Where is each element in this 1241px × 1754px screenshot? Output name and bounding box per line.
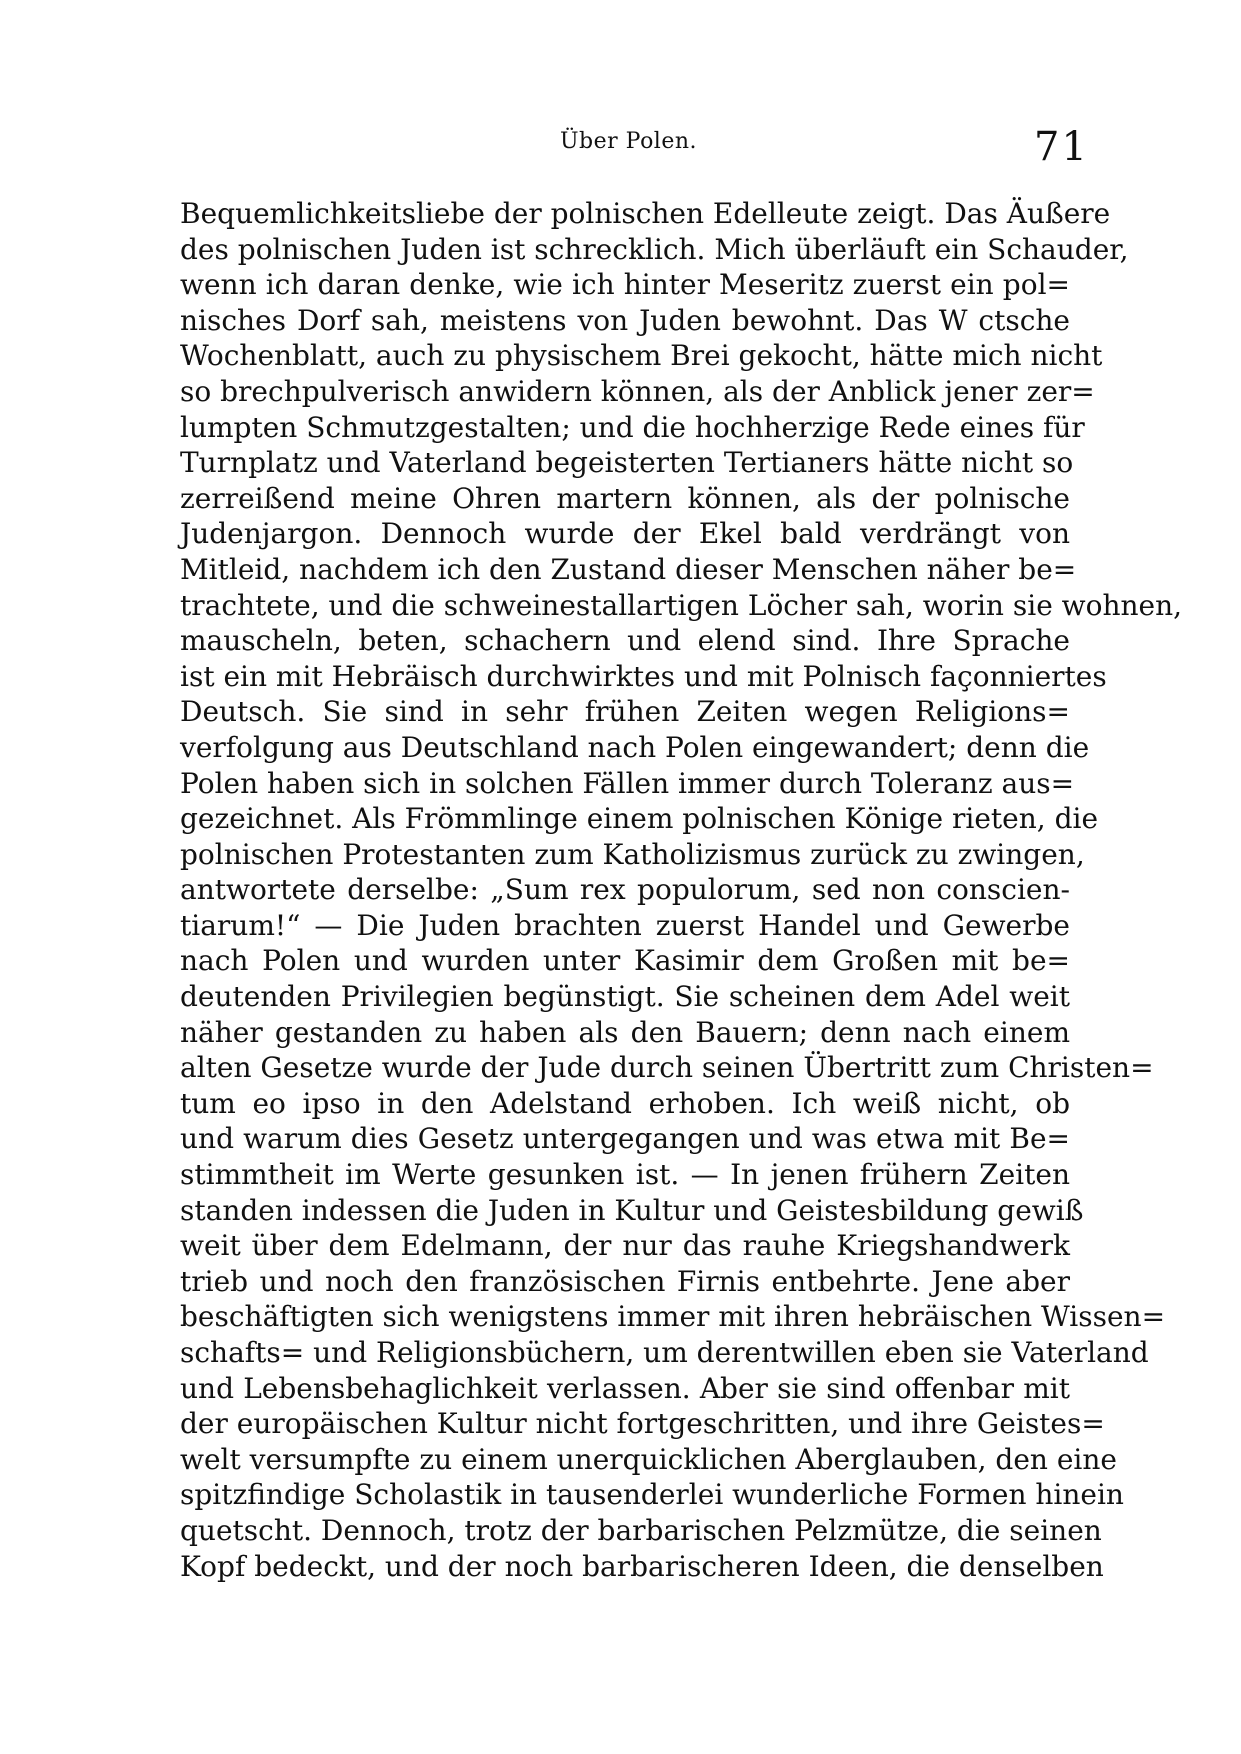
text-line: Mitleid, nachdem ich den Zustand dieser Menschen näher be= (180, 552, 1077, 586)
text-line: stimmtheit im Werte gesunken ist. — In jenen frühern Zeiten (180, 1158, 1070, 1192)
text-line: nach Polen und wurden unter Kasimir dem Großen mit be= (180, 944, 1070, 978)
text-line: gezeichnet. Als Frömmlinge einem polnischen Könige rieten, die (180, 802, 1099, 836)
text-line: polnischen Protestanten zum Katholizismus zurück zu zwingen, (180, 837, 1085, 871)
page-number: 71 (1034, 124, 1089, 170)
text-line: und warum dies Gesetz untergegangen und was etwa mit Be= (180, 1122, 1070, 1156)
text-line: trachtete, und die schweinestallartigen Löcher sah, worin sie wohnen, (180, 588, 1183, 622)
text-line: tiarum!“ — Die Juden brachten zuerst Handel und Gewerbe (180, 908, 1070, 942)
text-line: Bequemlichkeitsliebe der polnischen Edelleute zeigt. Das Äußere (180, 197, 1111, 230)
text-line: lumpten Schmutzgestalten; und die hochherzige Rede eines für (180, 410, 1085, 444)
text-line: deutenden Privilegien begünstigt. Sie scheinen dem Adel weit (180, 980, 1070, 1014)
text-line: trieb und noch den französischen Firnis entbehrte. Jene aber (180, 1264, 1070, 1298)
text-line: Kopf bedeckt, und der noch barbarischeren Ideen, die denselben (180, 1549, 1104, 1583)
text-line: nisches Dorf sah, meistens von Juden bewohnt. Das W ctsche (180, 303, 1070, 337)
text-line: so brechpulverisch anwidern können, als der Anblick jener zer= (180, 374, 1095, 408)
text-line: standen indessen die Juden in Kultur und Geistesbildung gewiß (180, 1193, 1084, 1227)
text-line: zerreißend meine Ohren martern können, als der polnische (180, 481, 1070, 515)
text-line: näher gestanden zu haben als den Bauern; denn nach einem (180, 1015, 1070, 1049)
text-line: alten Gesetze wurde der Jude durch seinen Übertritt zum Christen= (180, 1051, 1154, 1085)
text-line: Turnplatz und Vaterland begeisterten Tertianers hätte nicht so (180, 446, 1074, 480)
body-text (180, 196, 1183, 1584)
text-line: wenn ich daran denke, wie ich hinter Meseritz zuerst ein pol= (180, 268, 1070, 302)
text-line: welt versumpfte zu einem unerquicklichen Aberglauben, den eine (180, 1442, 1117, 1476)
text-line: beschäftigten sich wenigstens immer mit ihren hebräischen Wissen= (180, 1300, 1166, 1334)
running-header: Über Polen. (560, 129, 698, 154)
text-line: der europäischen Kultur nicht fortgeschritten, und ihre Geistes= (180, 1407, 1105, 1441)
text-line: Wochenblatt, auch zu physischem Brei gekocht, hätte mich nicht (180, 339, 1103, 373)
text-line: spitzfindige Scholastik in tausenderlei wunderliche Formen hinein (180, 1478, 1124, 1512)
text-line: Polen haben sich in solchen Fällen immer durch Toleranz aus= (180, 766, 1075, 800)
text-line: tum eo ipso in den Adelstand erhoben. Ich weiß nicht, ob (180, 1086, 1070, 1120)
text-line: des polnischen Juden ist schrecklich. Mich überläuft ein Schauder, (180, 232, 1129, 266)
text-line: Judenjargon. Dennoch wurde der Ekel bald verdrängt von (180, 517, 1070, 551)
text-line: antwortete derselbe: „Sum rex populorum, sed non conscien- (180, 873, 1070, 907)
text-line: und Lebensbehaglichkeit verlassen. Aber sie sind offenbar mit (180, 1371, 1070, 1405)
text-line: verfolgung aus Deutschland nach Polen eingewandert; denn die (180, 730, 1090, 764)
text-line: ist ein mit Hebräisch durchwirktes und mit Polnisch façonniertes (180, 659, 1107, 693)
text-line: Deutsch. Sie sind in sehr frühen Zeiten wegen Religions= (180, 695, 1070, 729)
text-line: mauscheln, beten, schachern und elend sind. Ihre Sprache (180, 624, 1070, 658)
text-line: weit über dem Edelmann, der nur das rauhe Kriegshandwerk (180, 1229, 1070, 1263)
text-line: quetscht. Dennoch, trotz der barbarischen Pelzmütze, die seinen (180, 1513, 1102, 1547)
text-line: schafts= und Religionsbüchern, um derentwillen eben sie Vaterland (180, 1336, 1149, 1369)
